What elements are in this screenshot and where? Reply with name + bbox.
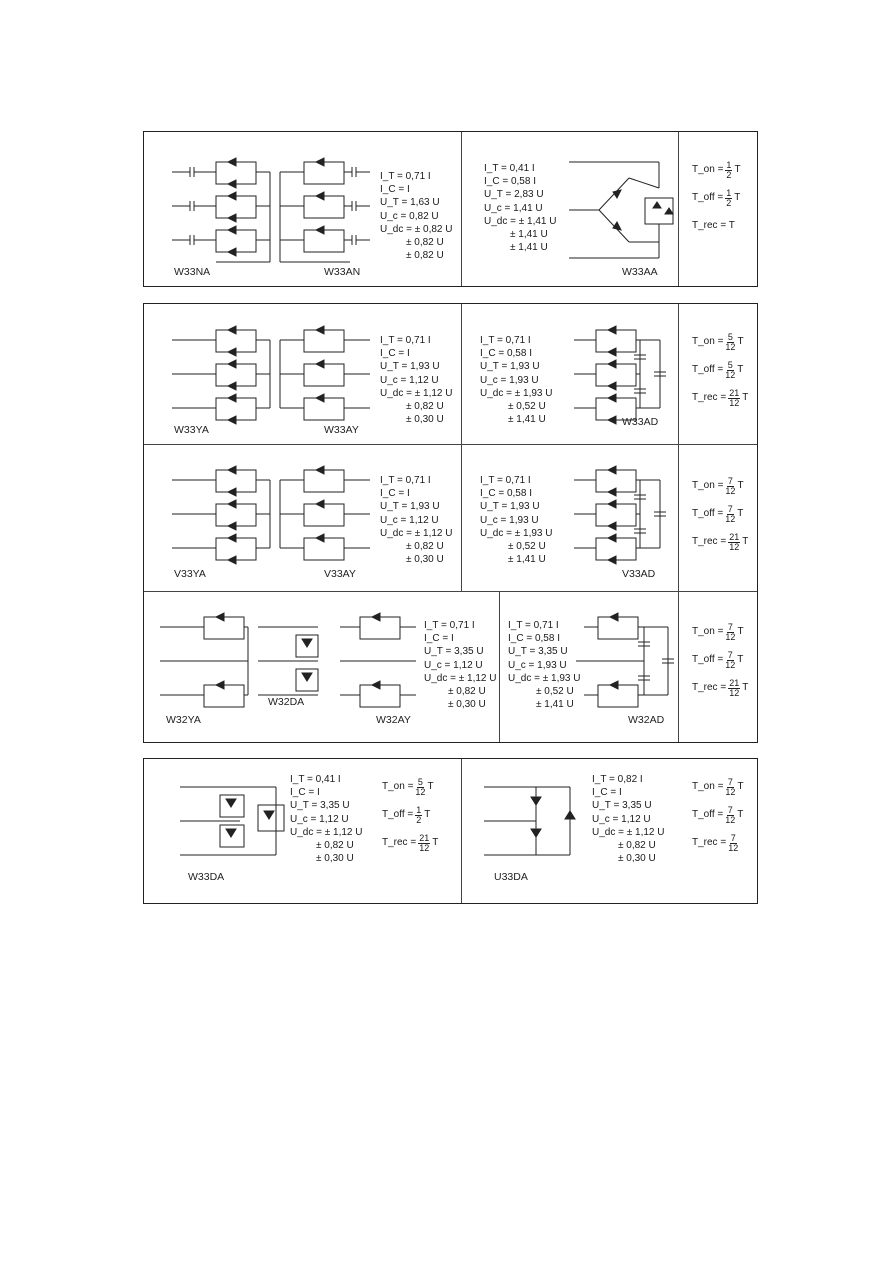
eq-line: ± 0,82 U (448, 686, 486, 698)
equations (380, 474, 452, 566)
timing (692, 618, 748, 702)
timing-unit: T (432, 837, 439, 848)
eq-line: U_T = 1,63 U (380, 197, 440, 209)
timing-row (692, 829, 744, 857)
eq-line: ± 0,30 U (448, 699, 486, 711)
eq-line: U_dc = ± 1,12 U (424, 672, 497, 684)
circuit-label: W33AN (324, 266, 361, 278)
timing-label: T_on = (692, 781, 724, 792)
timing-label: T_rec = (692, 536, 727, 547)
timing-unit: T (737, 480, 744, 491)
timing-label: T_on = (692, 164, 724, 175)
eq-line: U_c = 1,93 U (508, 659, 567, 671)
numerator: 1 (726, 187, 732, 198)
eq-line: I_C = I (424, 633, 454, 645)
eq-line: U_T = 2,83 U (484, 189, 544, 201)
timing-label: T_off = (692, 654, 724, 665)
thyristor-leg (172, 192, 270, 222)
timing-unit: T (742, 392, 749, 403)
divider (144, 444, 757, 445)
eq-line: ± 1,41 U (536, 699, 574, 711)
timing-unit: T (742, 536, 749, 547)
numerator: 21 (729, 677, 740, 688)
timing-label: T_on = (692, 336, 724, 347)
eq-line: U_T = 1,93 U (380, 361, 440, 373)
denominator: 12 (725, 513, 736, 524)
timing (692, 328, 748, 412)
fraction (415, 806, 422, 825)
timing-label: T_on = (382, 781, 414, 792)
timing (692, 156, 741, 240)
eq-line: U_T = 1,93 U (480, 501, 540, 513)
timing (382, 773, 438, 857)
fraction (725, 806, 735, 825)
eq-line: ± 0,30 U (406, 414, 444, 426)
equations (290, 773, 362, 865)
denominator: 12 (729, 687, 740, 698)
numerator: 21 (419, 832, 430, 843)
circuit-w33da (180, 783, 290, 873)
timing-row (382, 773, 438, 801)
timing-row (692, 212, 741, 240)
timing-label: T_rec = T (692, 220, 735, 231)
timing-label: T_rec = (692, 392, 727, 403)
timing-label: T_on = (692, 480, 724, 491)
eq-line: U_c = 1,12 U (424, 659, 483, 671)
fraction (725, 651, 735, 670)
eq-line: U_c = 0,82 U (380, 210, 439, 222)
eq-line: U_dc = ± 1,12 U (380, 387, 453, 399)
divider (499, 591, 500, 742)
fraction (725, 361, 735, 380)
denominator: 12 (725, 659, 736, 670)
circuit-label: V33AY (324, 568, 356, 580)
circuit-v33ad (574, 462, 674, 572)
eq-line: U_T = 1,93 U (380, 501, 440, 513)
eq-line: ± 0,82 U (406, 541, 444, 553)
timing-row (692, 801, 744, 829)
timing-label: T_rec = (692, 682, 727, 693)
timing-label: T_on = (692, 626, 724, 637)
equations (480, 334, 552, 426)
eq-line: U_c = 1,12 U (290, 813, 349, 825)
eq-line: ± 0,30 U (406, 554, 444, 566)
eq-line: U_c = 1,12 U (380, 374, 439, 386)
fraction (418, 834, 430, 853)
timing-row (692, 384, 748, 412)
eq-line: I_C = I (290, 787, 320, 799)
fraction (728, 389, 740, 408)
circuit-label: W32AD (628, 714, 665, 726)
circuit-label: U33DA (494, 871, 528, 883)
denominator: 12 (725, 485, 736, 496)
denominator: 12 (419, 842, 430, 853)
circuit-label: W33DA (188, 871, 225, 883)
equations (424, 619, 496, 711)
timing-label: T_rec = (692, 837, 727, 848)
timing-unit: T (734, 192, 741, 203)
panel-w33ya (143, 303, 758, 743)
eq-line: I_C = 0,58 I (508, 633, 560, 645)
eq-line: U_T = 3,35 U (592, 800, 652, 812)
eq-line: U_dc = ± 1,93 U (508, 672, 581, 684)
timing-unit: T (737, 336, 744, 347)
eq-line: ± 0,30 U (316, 853, 354, 865)
denominator: 12 (725, 631, 736, 642)
circuit-label: W33NA (174, 266, 211, 278)
eq-line: ± 0,52 U (508, 401, 546, 413)
eq-line: ± 1,41 U (508, 414, 546, 426)
timing-row (692, 646, 748, 674)
circuit-w33aa (569, 158, 679, 268)
equations (480, 474, 552, 566)
eq-line: U_T = 3,35 U (508, 646, 568, 658)
circuit-w33ya (172, 322, 412, 432)
divider (461, 132, 462, 286)
eq-line: U_dc = ± 1,12 U (592, 826, 665, 838)
numerator: 7 (727, 649, 733, 660)
timing-row (692, 356, 748, 384)
numerator: 7 (727, 804, 733, 815)
fraction (415, 778, 425, 797)
timing-row (692, 472, 748, 500)
eq-line: U_dc = ± 1,12 U (380, 527, 453, 539)
numerator: 1 (416, 804, 422, 815)
numerator: 5 (727, 331, 733, 342)
equations (380, 334, 452, 426)
circuit-v33ya (172, 462, 412, 572)
numerator: 1 (726, 159, 732, 170)
thyristor-leg (172, 158, 270, 188)
eq-line: I_T = 0,71 I (380, 335, 431, 346)
timing-unit: T (737, 626, 744, 637)
denominator: 2 (416, 814, 422, 825)
eq-line: U_c = 1,41 U (484, 202, 543, 214)
panel-w33da (143, 758, 758, 904)
eq-line: ± 0,82 U (406, 250, 444, 262)
timing-unit: T (737, 809, 744, 820)
eq-line: I_T = 0,82 I (592, 774, 643, 785)
eq-line: I_T = 0,71 I (380, 475, 431, 486)
eq-line: I_C = I (592, 787, 622, 799)
eq-line: I_C = 0,58 I (484, 176, 536, 188)
timing-label: T_off = (692, 192, 724, 203)
equations (508, 619, 580, 711)
fraction (728, 533, 740, 552)
eq-line: ± 0,52 U (536, 686, 574, 698)
circuit-label: V33AD (622, 568, 656, 580)
eq-line: ± 0,82 U (406, 401, 444, 413)
eq-line: ± 1,41 U (510, 229, 548, 241)
circuit-label: W33AA (622, 266, 658, 278)
eq-line: U_c = 1,12 U (592, 813, 651, 825)
eq-line: ± 0,30 U (618, 853, 656, 865)
denominator: 2 (726, 197, 732, 208)
timing (692, 773, 744, 857)
equations (484, 162, 556, 254)
timing-label: T_rec = (382, 837, 417, 848)
eq-line: U_T = 1,93 U (480, 361, 540, 373)
timing-label: T_off = (692, 809, 724, 820)
timing-label: T_off = (692, 364, 724, 375)
eq-line: U_c = 1,12 U (380, 514, 439, 526)
timing-row (692, 500, 748, 528)
timing-unit: T (742, 682, 749, 693)
denominator: 12 (415, 786, 426, 797)
eq-line: U_dc = ± 1,93 U (480, 527, 553, 539)
timing-row (692, 674, 748, 702)
timing-row (692, 528, 748, 556)
equations (380, 170, 452, 262)
fraction (725, 333, 735, 352)
eq-line: I_T = 0,71 I (480, 475, 531, 486)
divider (144, 591, 757, 592)
denominator: 12 (729, 541, 740, 552)
numerator: 7 (727, 776, 733, 787)
eq-line: I_C = 0,58 I (480, 348, 532, 360)
circuit-label: W33YA (174, 424, 209, 436)
circuit-label: W33AD (622, 416, 659, 428)
eq-line: ± 0,82 U (406, 237, 444, 249)
equations (592, 773, 664, 865)
circuit-w32ay (340, 609, 430, 719)
numerator: 5 (417, 776, 423, 787)
circuit-w33an (280, 154, 380, 264)
circuit-w32ya (160, 609, 260, 719)
circuit-label: W32YA (166, 714, 201, 726)
eq-line: U_T = 3,35 U (424, 646, 484, 658)
circuit-w32ad (584, 609, 684, 719)
eq-line: U_dc = ± 1,93 U (480, 387, 553, 399)
denominator: 12 (729, 397, 740, 408)
timing-unit: T (737, 654, 744, 665)
numerator: 7 (727, 475, 733, 486)
timing-label: T_off = (382, 809, 414, 820)
numerator: 21 (729, 531, 740, 542)
timing-unit: T (737, 781, 744, 792)
panel-w33na (143, 131, 758, 287)
numerator: 7 (730, 832, 736, 843)
eq-line: I_T = 0,41 I (290, 774, 341, 785)
divider (461, 759, 462, 903)
eq-line: I_C = 0,58 I (480, 488, 532, 500)
eq-line: ± 1,41 U (510, 242, 548, 254)
denominator: 2 (726, 169, 732, 180)
fraction (725, 505, 735, 524)
timing-row (382, 829, 438, 857)
denominator: 12 (725, 341, 736, 352)
eq-line: I_T = 0,41 I (484, 163, 535, 174)
timing-row (692, 184, 741, 212)
eq-line: U_T = 3,35 U (290, 800, 350, 812)
timing-row (692, 156, 741, 184)
fraction (725, 623, 735, 642)
eq-line: I_C = I (380, 184, 410, 196)
fraction (725, 778, 735, 797)
fraction (725, 477, 735, 496)
timing-unit: T (424, 809, 431, 820)
fraction (725, 161, 732, 180)
eq-line: ± 0,52 U (508, 541, 546, 553)
circuit-u33da (484, 783, 594, 873)
eq-line: U_c = 1,93 U (480, 374, 539, 386)
circuit-label: V33YA (174, 568, 206, 580)
eq-line: ± 1,41 U (508, 554, 546, 566)
circuit-label: W32DA (268, 696, 305, 708)
circuit-label: W33AY (324, 424, 359, 436)
eq-line: I_T = 0,71 I (380, 171, 431, 182)
fraction (725, 189, 732, 208)
circuit-label: W32AY (376, 714, 411, 726)
timing-label: T_off = (692, 508, 724, 519)
eq-line: U_dc = ± 1,12 U (290, 826, 363, 838)
timing-unit: T (734, 164, 741, 175)
eq-line: U_dc = ± 0,82 U (380, 223, 453, 235)
denominator: 12 (728, 842, 739, 853)
eq-line: U_c = 1,93 U (480, 514, 539, 526)
eq-line: U_dc = ± 1,41 U (484, 215, 557, 227)
numerator: 7 (727, 503, 733, 514)
timing (692, 472, 748, 556)
fraction (728, 834, 738, 853)
eq-line: ± 0,82 U (618, 840, 656, 852)
eq-line: ± 0,82 U (316, 840, 354, 852)
eq-line: I_T = 0,71 I (424, 620, 475, 631)
eq-line: I_T = 0,71 I (508, 620, 559, 631)
timing-unit: T (737, 508, 744, 519)
circuit-w33na (172, 154, 292, 264)
timing-row (382, 801, 438, 829)
timing-row (692, 618, 748, 646)
denominator: 12 (725, 786, 736, 797)
numerator: 5 (727, 359, 733, 370)
timing-row (692, 328, 748, 356)
eq-line: I_C = I (380, 488, 410, 500)
fraction (728, 679, 740, 698)
eq-line: I_C = I (380, 348, 410, 360)
eq-line: I_T = 0,71 I (480, 335, 531, 346)
denominator: 12 (725, 814, 736, 825)
numerator: 7 (727, 621, 733, 632)
timing-unit: T (737, 364, 744, 375)
timing-row (692, 773, 744, 801)
thyristor-leg (172, 226, 270, 256)
numerator: 21 (729, 387, 740, 398)
timing-unit: T (427, 781, 434, 792)
denominator: 12 (725, 369, 736, 380)
divider (461, 304, 462, 591)
